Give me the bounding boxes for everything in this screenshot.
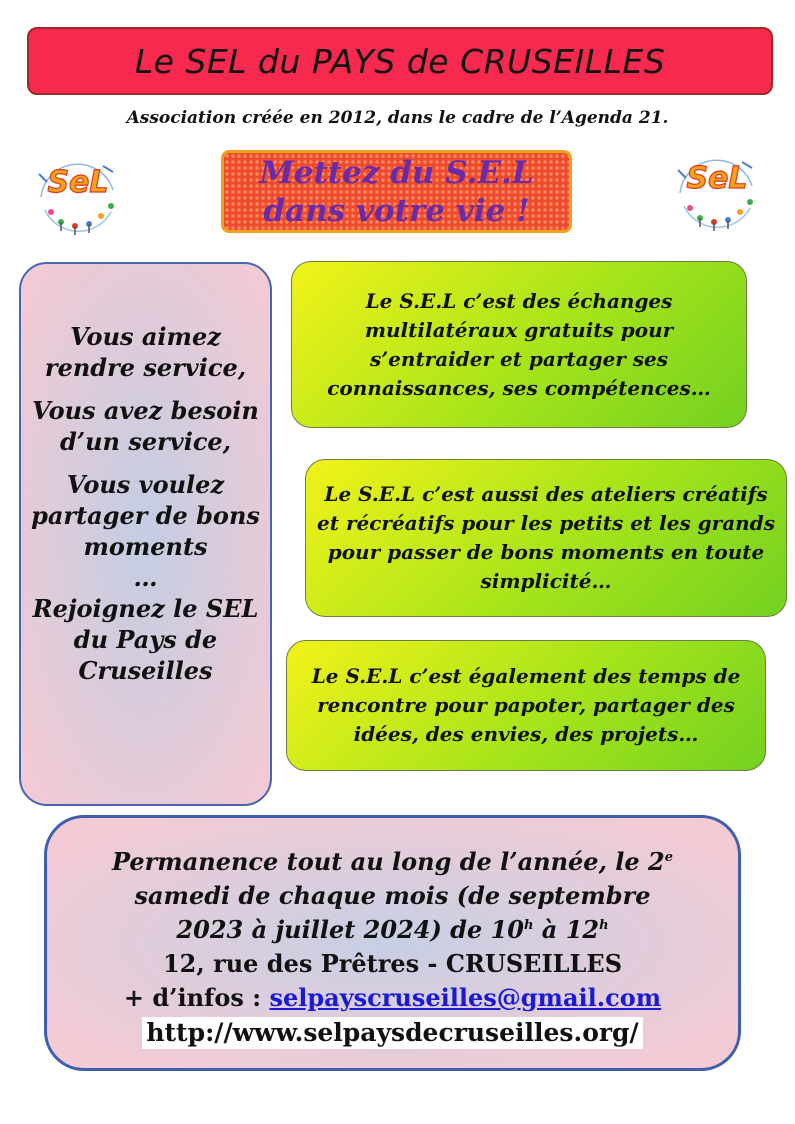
info-label: + d’infos : [123, 983, 270, 1012]
sel-logo-icon [672, 148, 762, 238]
hour-sup: h [599, 918, 609, 933]
association-subtitle: Association créée en 2012, dans le cadre de l’Agenda 21. [126, 108, 669, 128]
invitation-text-2: Vous avez besoin d’un service, [32, 396, 259, 456]
logo-text: SeL [47, 165, 109, 200]
page-title: Le SEL du PAYS de CRUSEILLES [134, 41, 666, 81]
info-box-text: Le S.E.L c’est des échanges multilatéraux gratuits pour s’entraider et partager ses connaissances, ses compétences… [327, 288, 711, 400]
invitation-text-3: Vous voulez partager de bons moments [31, 470, 260, 561]
info-box-exchanges [291, 261, 747, 428]
slogan-line-1: Mettez du S.E.L [259, 154, 534, 191]
invitation-text-4: Rejoignez le SEL du Pays de Cruseilles [32, 594, 259, 685]
hour-sup: h [524, 918, 534, 933]
permanence-line-1 [47, 845, 738, 879]
permanence-hours-start: 2023 à juillet 2024) de 10 [176, 915, 524, 944]
invitation-ellipsis: … [133, 563, 158, 592]
logo-text: SeL [686, 161, 748, 196]
permanence-line-3 [47, 913, 738, 947]
permanence-text: Permanence tout au long de l’année, le 2 [111, 847, 665, 876]
info-box-text: Le S.E.L c’est aussi des ateliers créatifs et récréatifs pour les petits et les grands pour passer de bons moments en toute simplicité… [317, 482, 775, 593]
website-link[interactable]: http://www.selpaysdecruseilles.org/ [142, 1017, 642, 1049]
slogan-box [221, 150, 572, 233]
ordinal-sup: e [664, 850, 674, 865]
info-box-meetings [286, 640, 766, 771]
invitation-panel [19, 262, 272, 806]
address: 12, rue des Prêtres - CRUSEILLES [162, 949, 623, 978]
sel-logo-icon [33, 152, 123, 242]
info-box-workshops [305, 459, 787, 617]
slogan-line-2: dans votre vie ! [263, 192, 530, 229]
permanence-line-2: samedi de chaque mois (de septembre [134, 881, 651, 910]
title-banner [27, 27, 773, 95]
permanence-hours-end: à 12 [533, 915, 600, 944]
contact-line [47, 981, 738, 1015]
info-box-text: Le S.E.L c’est également des temps de rencontre pour papoter, partager des idées, des envies, des projets… [311, 664, 741, 746]
permanence-panel [44, 815, 741, 1071]
invitation-text-1: Vous aimez rendre service, [44, 322, 247, 382]
email-link[interactable]: selpayscruseilles@gmail.com [269, 983, 662, 1012]
